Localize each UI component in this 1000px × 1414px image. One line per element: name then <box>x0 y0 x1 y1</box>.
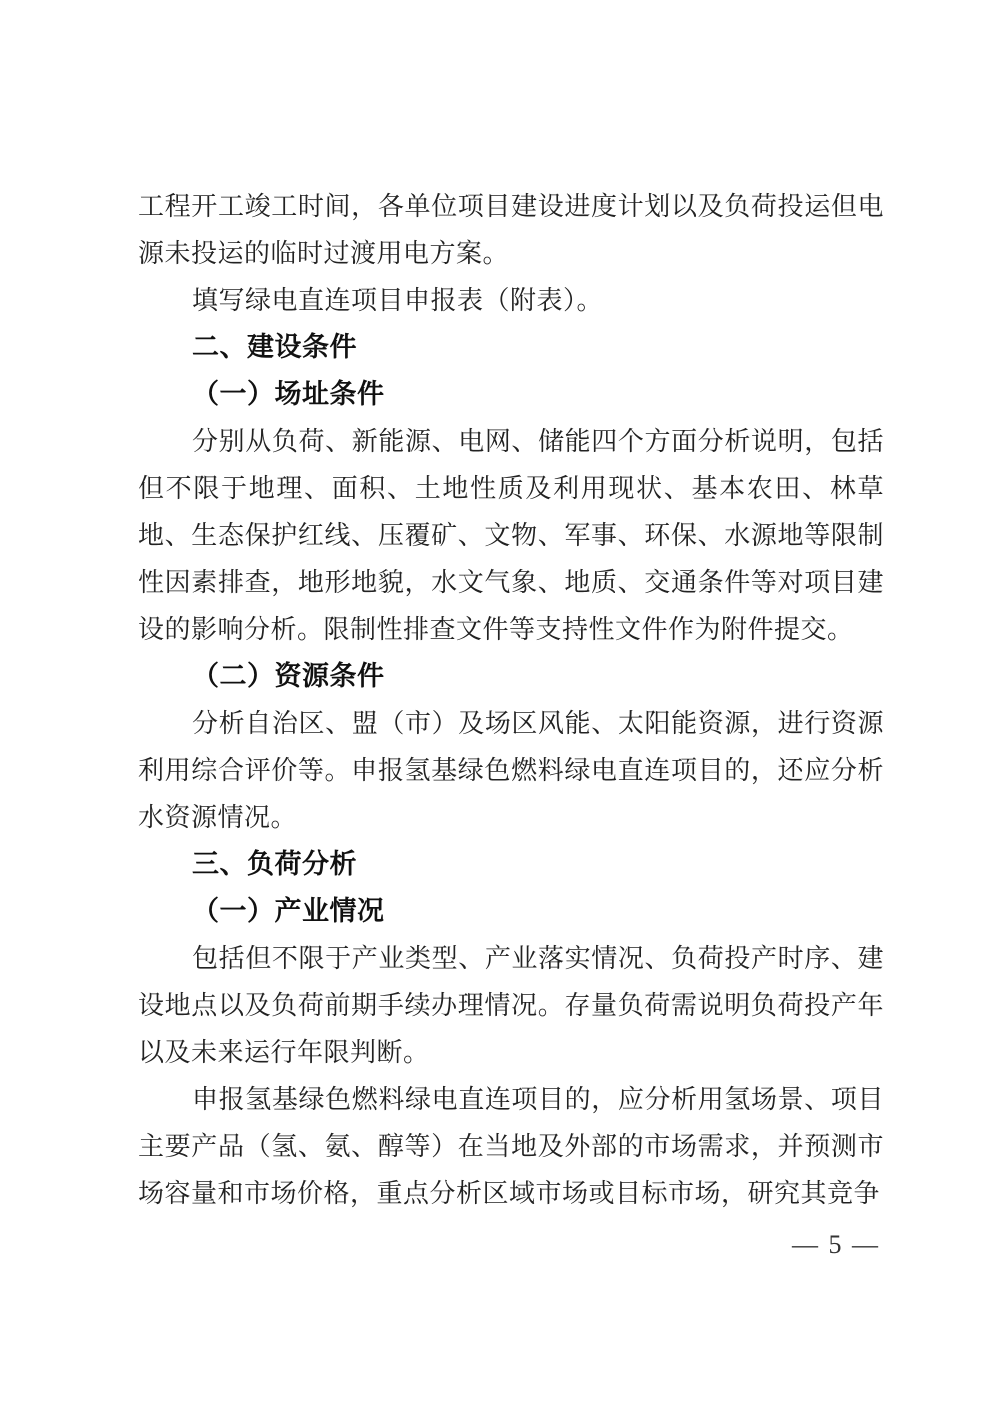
subsection-heading-site-conditions: （一）场址条件 <box>192 379 385 409</box>
subsection-heading-industry-situation: （一）产业情况 <box>192 896 385 926</box>
document-body <box>138 183 884 1217</box>
page-number: — 5 — <box>792 1230 880 1259</box>
subsection-heading-resource-conditions: （二）资源条件 <box>192 661 385 691</box>
paragraph: 分析自治区、盟（市）及场区风能、太阳能资源，进行资源利用综合评价等。申报氢基绿色燃料绿电直连项目的，还应分析水资源情况。 <box>138 709 884 832</box>
section-heading-construction-conditions: 二、建设条件 <box>192 332 357 362</box>
section-heading-load-analysis: 三、负荷分析 <box>192 849 357 879</box>
paragraph: 包括但不限于产业类型、产业落实情况、负荷投产时序、建设地点以及负荷前期手续办理情况。存量负荷需说明负荷投产年以及未来运行年限判断。 <box>138 944 884 1067</box>
paragraph: 分别从负荷、新能源、电网、储能四个方面分析说明，包括但不限于地理、面积、土地性质及利用现状、基本农田、林草地、生态保护红线、压覆矿、文物、军事、环保、水源地等限制性因素排查，地形地貌，水文气象、地质、交通条件等对项目建设的影响分析。限制性排查文件等支持性文件作为附件提交。 <box>138 427 884 644</box>
paragraph: 填写绿电直连项目申报表（附表）。 <box>192 286 604 315</box>
paragraph-continued: 工程开工竣工时间，各单位项目建设进度计划以及负荷投运但电源未投运的临时过渡用电方案。 <box>138 192 884 268</box>
paragraph: 申报氢基绿色燃料绿电直连项目的，应分析用氢场景、项目主要产品（氢、氨、醇等）在当地及外部的市场需求，并预测市场容量和市场价格，重点分析区域市场或目标市场，研究其竞争 <box>138 1085 884 1208</box>
